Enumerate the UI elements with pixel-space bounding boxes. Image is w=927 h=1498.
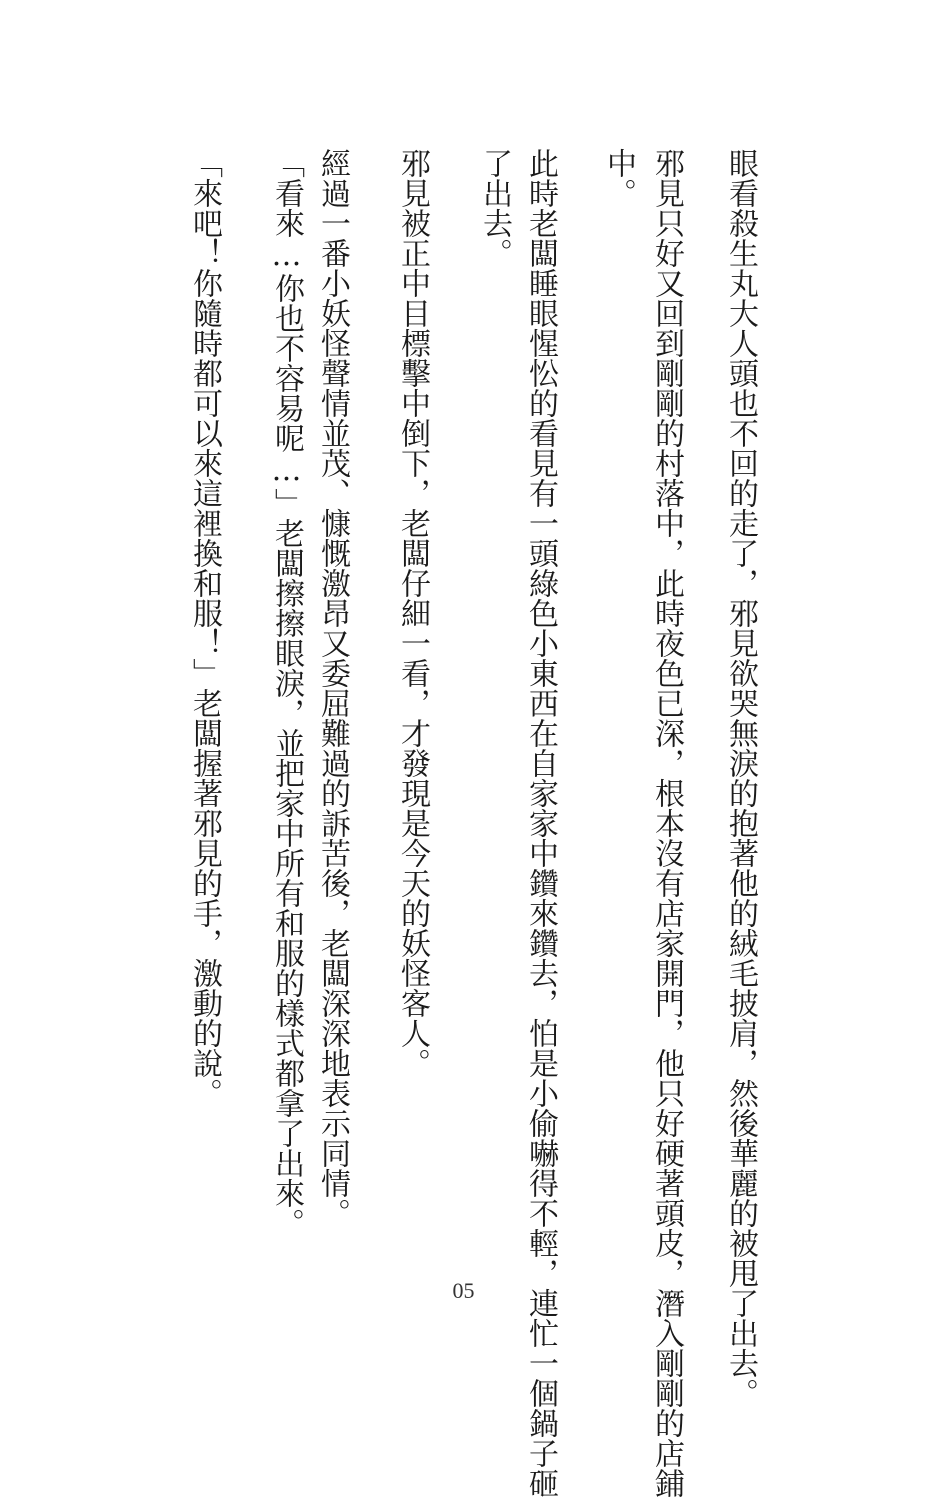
text-line-9: 「來吧！你隨時都可以來這裡換和服！」老闆握著邪見的手，激動的說。 — [187, 148, 222, 1108]
text-line-7: 經過一番小妖怪聲情並茂、慷慨激昂又委屈難過的訴苦後，老闆深深地表示同情。 — [315, 148, 350, 1228]
text-line-5: 了出去。 — [477, 148, 512, 268]
page-number: 05 — [452, 1278, 475, 1303]
text-line-4: 此時老闆睡眼惺忪的看見有一頭綠色小東西在自家家中鑽來鑽去，怕是小偷嚇得不輕，連忙一個鍋子砸 — [523, 148, 558, 1498]
text-line-2: 邪見只好又回到剛剛的村落中，此時夜色已深，根本沒有店家開門，他只好硬著頭皮，潛入剛剛的店鋪 — [649, 148, 684, 1498]
text-line-1: 眼看殺生丸大人頭也不回的走了，邪見欲哭無淚的抱著他的絨毛披肩，然後華麗的被甩了出去。 — [723, 148, 758, 1408]
text-line-8: 「看來…你也不容易呢…」老闆擦擦眼淚，並把家中所有和服的樣式都拿了出來。 — [269, 148, 304, 1238]
text-line-6: 邪見被正中目標擊中倒下，老闆仔細一看，才發現是今天的妖怪客人。 — [395, 148, 430, 1078]
text-line-3: 中。 — [601, 148, 636, 208]
